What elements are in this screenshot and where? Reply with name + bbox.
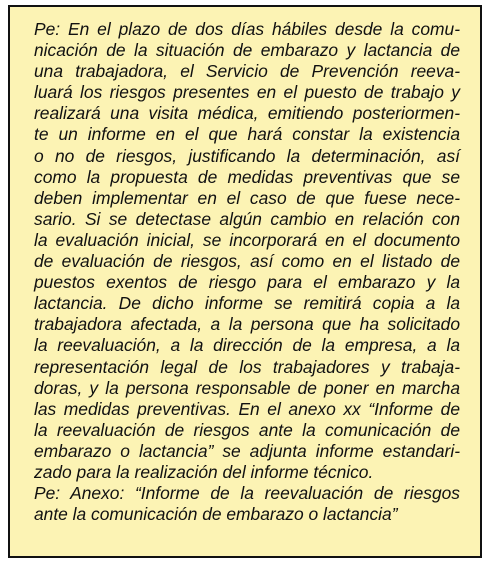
- text-line: trabajadora afectada, a la persona que ha solicitado: [34, 314, 460, 335]
- text-line: lactancia. De dicho informe se remitirá copia a la: [34, 293, 460, 314]
- text-line: te un informe en el que hará constar la existencia: [34, 124, 460, 145]
- text-line: la reevaluación, a la dirección de la empresa, a la: [34, 335, 460, 356]
- text-line: como la propuesta de medidas preventivas que se: [34, 166, 460, 187]
- text-line: luará los riesgos presentes en el puesto de trabajo y: [34, 82, 460, 103]
- paragraph-annex: [34, 483, 460, 525]
- text-line: representación legal de los trabajadores y trabaja-: [34, 356, 460, 377]
- text-line: de evaluación de riesgos, así como en el listado de: [34, 251, 460, 272]
- text-line: Pe: En el plazo de dos días hábiles desde la comu-: [34, 19, 460, 39]
- text-line: realizará una visita médica, emitiendo posteriormen-: [34, 103, 460, 124]
- text-line: la reevaluación de riesgos ante la comunicación de: [34, 419, 460, 440]
- note-box: [8, 5, 482, 558]
- text-line: sario. Si se detectase algún cambio en relación con: [34, 208, 460, 229]
- text-line: nicación de la situación de embarazo y lactancia de: [34, 40, 460, 61]
- text-line: una trabajadora, el Servicio de Prevención reeva-: [34, 61, 460, 82]
- paragraph-main: [34, 19, 460, 483]
- text-line: doras, y la persona responsable de poner en marcha: [34, 377, 460, 398]
- text-line: Pe: Anexo: “Informe de la reevaluación de riesgos: [34, 483, 460, 504]
- text-line: la evaluación inicial, se incorporará en el documento: [34, 229, 460, 250]
- text-line: deben implementar en el caso de que fuese nece-: [34, 187, 460, 208]
- text-line: o no de riesgos, justificando la determinación, así: [34, 145, 460, 166]
- text-line: embarazo o lactancia” se adjunta informe estandari-: [34, 440, 460, 461]
- text-line: ante la comunicación de embarazo o lactancia”: [34, 504, 398, 525]
- text-line: puestos exentos de riesgo para el embarazo y la: [34, 272, 460, 293]
- text-line: zado para la realización del informe técnico.: [34, 461, 374, 482]
- text-line: las medidas preventivas. En el anexo xx “Informe de: [34, 398, 460, 419]
